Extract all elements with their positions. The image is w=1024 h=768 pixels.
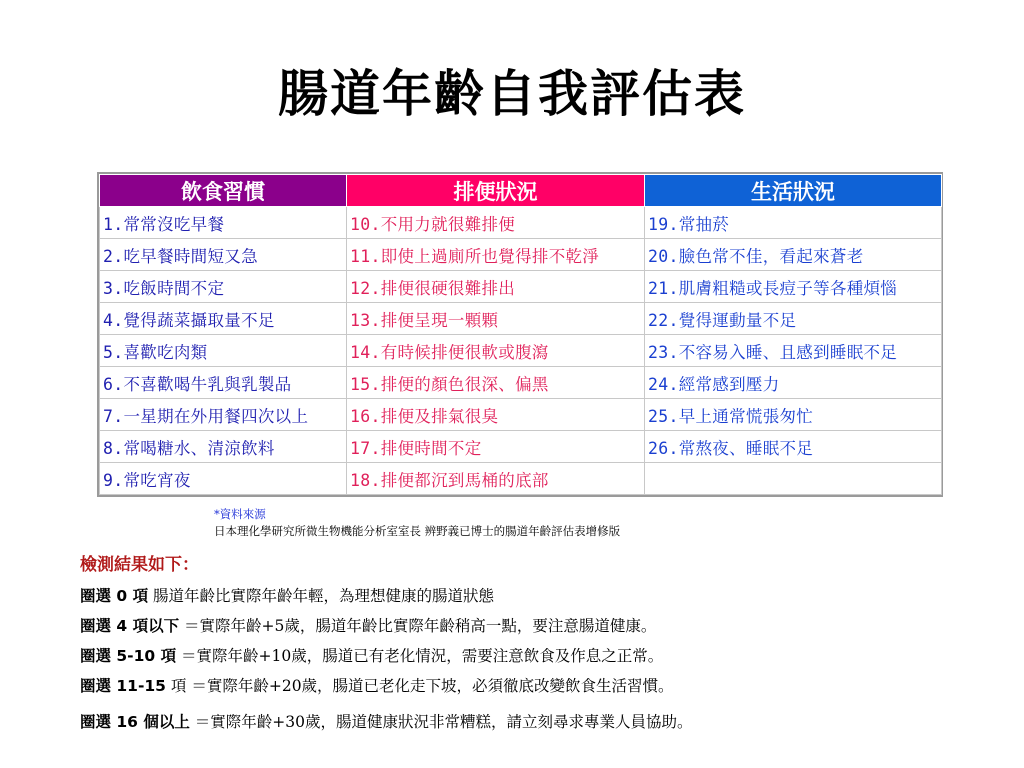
bowel-item: 18.排便都沉到馬桶的底部 xyxy=(347,463,645,495)
table-row xyxy=(100,239,942,271)
header-lifestyle: 生活狀況 xyxy=(645,175,942,207)
table-row xyxy=(100,271,942,303)
source-label: *資料來源 xyxy=(214,507,266,521)
table-header-row xyxy=(100,175,942,207)
page-title: 腸道年齡自我評估表 xyxy=(278,64,746,123)
source-text: 日本理化學研究所微生物機能分析室室長 辨野義已博士的腸道年齡評估表增修版 xyxy=(214,524,621,538)
result-line xyxy=(80,585,1000,607)
result-key: 圈選 16 個以上 xyxy=(80,713,190,731)
lifestyle-item: 20.臉色常不佳，看起來蒼老 xyxy=(645,239,942,271)
lifestyle-item-empty xyxy=(645,463,942,495)
result-text: ＝實際年齡+5歲，腸道年齡比實際年齡稍高一點，要注意腸道健康。 xyxy=(179,617,657,635)
diet-item: 1.常常沒吃早餐 xyxy=(100,207,347,239)
result-text: 項 ＝實際年齡+20歲，腸道已老化走下坡，必須徹底改變飲食生活習慣。 xyxy=(165,677,674,695)
lifestyle-item: 19.常抽菸 xyxy=(645,207,942,239)
lifestyle-item: 21.肌膚粗糙或長痘子等各種煩惱 xyxy=(645,271,942,303)
table-row xyxy=(100,367,942,399)
diet-item: 4.覺得蔬菜攝取量不足 xyxy=(100,303,347,335)
result-line xyxy=(80,615,1000,637)
bowel-item: 10.不用力就很難排便 xyxy=(347,207,645,239)
table-row xyxy=(100,431,942,463)
result-line xyxy=(80,675,1000,697)
table-row xyxy=(100,335,942,367)
result-key: 圈選 0 項 xyxy=(80,587,149,605)
bowel-item: 14.有時候排便很軟或腹瀉 xyxy=(347,335,645,367)
table-row xyxy=(100,463,942,495)
assessment-table xyxy=(97,172,943,497)
bowel-item: 15.排便的顏色很深、偏黑 xyxy=(347,367,645,399)
diet-item: 9.常吃宵夜 xyxy=(100,463,347,495)
result-text: ＝實際年齡+10歲，腸道已有老化情況，需要注意飲食及作息之正常。 xyxy=(176,647,664,665)
diet-item: 5.喜歡吃肉類 xyxy=(100,335,347,367)
bowel-item: 17.排便時間不定 xyxy=(347,431,645,463)
table-row xyxy=(100,399,942,431)
diet-item: 3.吃飯時間不定 xyxy=(100,271,347,303)
result-key: 圈選 5-10 項 xyxy=(80,647,177,665)
table-row xyxy=(100,207,942,239)
result-line xyxy=(80,645,1000,667)
bowel-item: 12.排便很硬很難排出 xyxy=(347,271,645,303)
results-heading: 檢測結果如下： xyxy=(80,555,199,575)
table-row xyxy=(100,303,942,335)
diet-item: 7.一星期在外用餐四次以上 xyxy=(100,399,347,431)
bowel-item: 16.排便及排氣很臭 xyxy=(347,399,645,431)
results-section xyxy=(80,553,1000,733)
result-text: ＝實際年齡+30歲，腸道健康狀況非常糟糕，請立刻尋求專業人員協助。 xyxy=(189,713,693,731)
result-text: 腸道年齡比實際年齡年輕，為理想健康的腸道狀態 xyxy=(148,587,495,605)
lifestyle-item: 23.不容易入睡、且感到睡眠不足 xyxy=(645,335,942,367)
result-key: 圈選 11-15 xyxy=(80,677,166,695)
lifestyle-item: 24.經常感到壓力 xyxy=(645,367,942,399)
bowel-item: 13.排便呈現一顆顆 xyxy=(347,303,645,335)
source-note xyxy=(214,506,620,540)
lifestyle-item: 25.早上通常慌張匆忙 xyxy=(645,399,942,431)
diet-item: 6.不喜歡喝牛乳與乳製品 xyxy=(100,367,347,399)
diet-item: 8.常喝糖水、清涼飲料 xyxy=(100,431,347,463)
result-line xyxy=(80,711,1000,733)
result-key: 圈選 4 項以下 xyxy=(80,617,180,635)
header-diet: 飲食習慣 xyxy=(100,175,347,207)
lifestyle-item: 26.常熬夜、睡眠不足 xyxy=(645,431,942,463)
diet-item: 2.吃早餐時間短又急 xyxy=(100,239,347,271)
lifestyle-item: 22.覺得運動量不足 xyxy=(645,303,942,335)
bowel-item: 11.即使上過廁所也覺得排不乾淨 xyxy=(347,239,645,271)
header-bowel: 排便狀況 xyxy=(347,175,645,207)
